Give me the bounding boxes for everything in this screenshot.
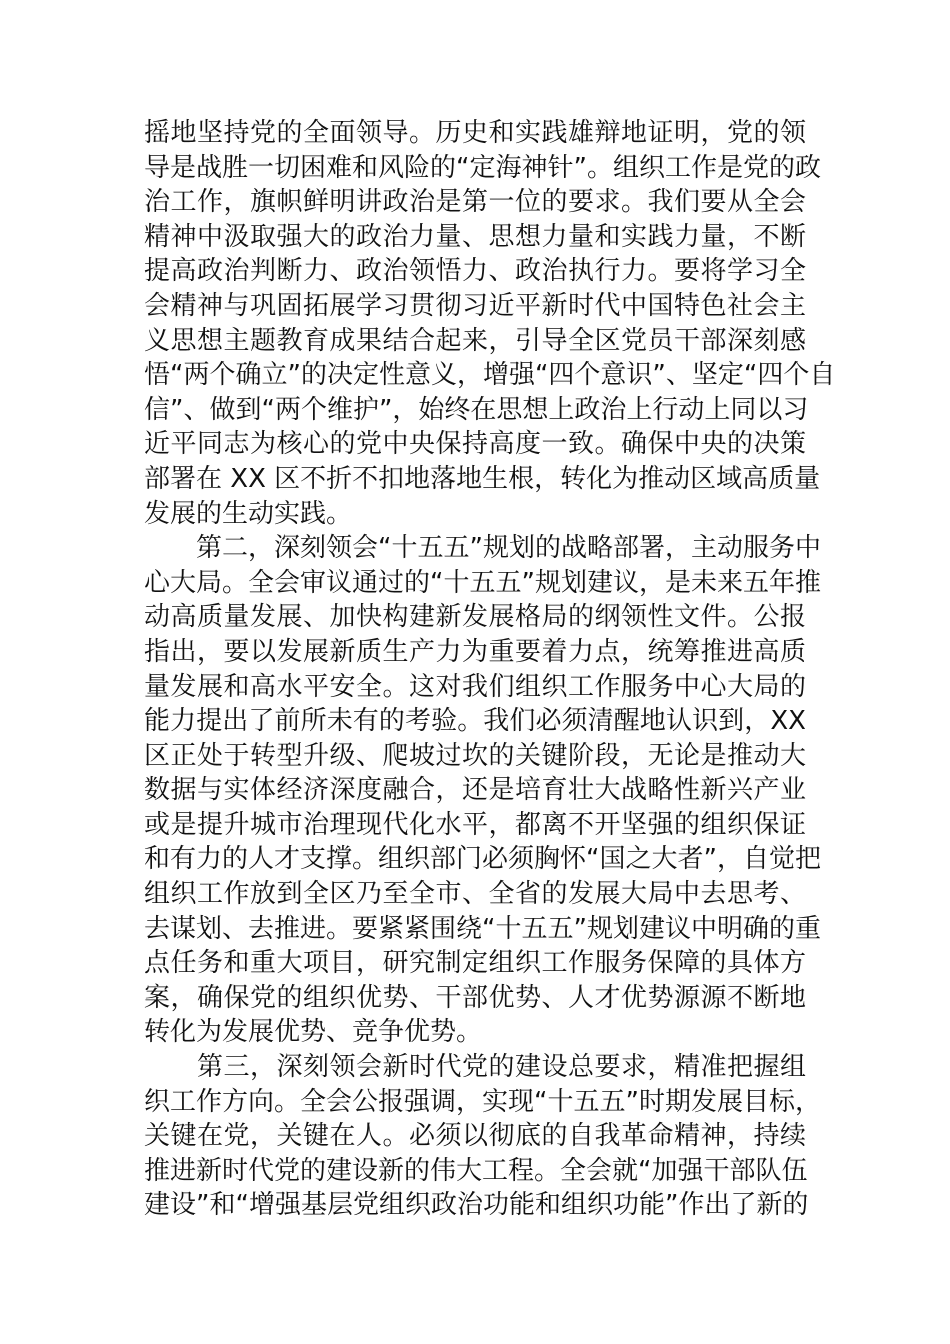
text-line: 指出，要以发展新质生产力为重要着力点，统筹推进高质 <box>144 636 806 667</box>
text-line: 导是战胜一切困难和风险的“定海神针”。组织工作是党的政 <box>144 152 821 183</box>
text-line: 数据与实体经济深度融合，还是培育壮大战略性新兴产业 <box>144 775 806 806</box>
text-line: 第二，深刻领会“十五五”规划的战略部署，主动服务中 <box>144 533 821 564</box>
paragraph-continuation <box>144 116 836 531</box>
text-line: 关键在党，关键在人。必须以彻底的自我革命精神，持续 <box>144 1121 806 1152</box>
text-line: 精神中汲取强大的政治力量、思想力量和实践力量，不断 <box>144 221 806 252</box>
text-line: 提高政治判断力、政治领悟力、政治执行力。要将学习全 <box>144 256 806 287</box>
text-line: 能力提出了前所未有的考验。我们必须清醒地认识到，XX <box>144 706 806 737</box>
document-body <box>144 116 836 1223</box>
text-line: 治工作，旗帜鲜明讲政治是第一位的要求。我们要从全会 <box>144 187 806 218</box>
text-line: 动高质量发展、加快构建新发展格局的纲领性文件。公报 <box>144 602 806 633</box>
text-line: 第三，深刻领会新时代党的建设总要求，精准把握组 <box>144 1052 806 1083</box>
text-line: 去谋划、去推进。要紧紧围绕“十五五”规划建议中明确的重 <box>144 913 821 944</box>
text-line: 建设”和“增强基层党组织政治功能和组织功能”作出了新的 <box>144 1190 809 1221</box>
text-line: 量发展和高水平安全。这对我们组织工作服务中心大局的 <box>144 671 806 702</box>
text-line: 发展的生动实践。 <box>144 498 353 529</box>
text-line: 织工作方向。全会公报强调，实现“十五五”时期发展目标， <box>144 1086 821 1117</box>
text-line: 推进新时代党的建设新的伟大工程。全会就“加强干部队伍 <box>144 1155 808 1186</box>
text-line: 转化为发展优势、竞争优势。 <box>144 1017 483 1048</box>
text-line: 信”、做到“两个维护”，始终在思想上政治上行动上同以习 <box>144 394 809 425</box>
text-line: 区正处于转型升级、爬坡过坎的关键阶段，无论是推动大 <box>144 740 806 771</box>
text-line: 摇地坚持党的全面领导。历史和实践雄辩地证明，党的领 <box>144 118 806 148</box>
text-line: 心大局。全会审议通过的“十五五”规划建议，是未来五年推 <box>144 567 821 598</box>
text-line: 案，确保党的组织优势、干部优势、人才优势源源不断地 <box>144 982 806 1013</box>
text-line: 和有力的人才支撑。组织部门必须胸怀“国之大者”，自觉把 <box>144 844 821 875</box>
paragraph-third-point <box>144 1050 821 1223</box>
text-line: 悟“两个确立”的决定性意义，增强“四个意识”、坚定“四个自 <box>144 360 836 391</box>
text-line: 部署在 XX 区不折不扣地落地生根，转化为推动区域高质量 <box>144 463 821 494</box>
text-line: 组织工作放到全区乃至全市、全省的发展大局中去思考、 <box>144 879 806 910</box>
paragraph-second-point <box>144 531 821 1050</box>
text-line: 近平同志为核心的党中央保持高度一致。确保中央的决策 <box>144 429 806 460</box>
text-line: 点任务和重大项目，研究制定组织工作服务保障的具体方 <box>144 948 806 979</box>
text-line: 或是提升城市治理现代化水平，都离不开坚强的组织保证 <box>144 809 806 840</box>
text-line: 义思想主题教育成果结合起来，引导全区党员干部深刻感 <box>144 325 806 356</box>
text-line: 会精神与巩固拓展学习贯彻习近平新时代中国特色社会主 <box>144 290 806 321</box>
